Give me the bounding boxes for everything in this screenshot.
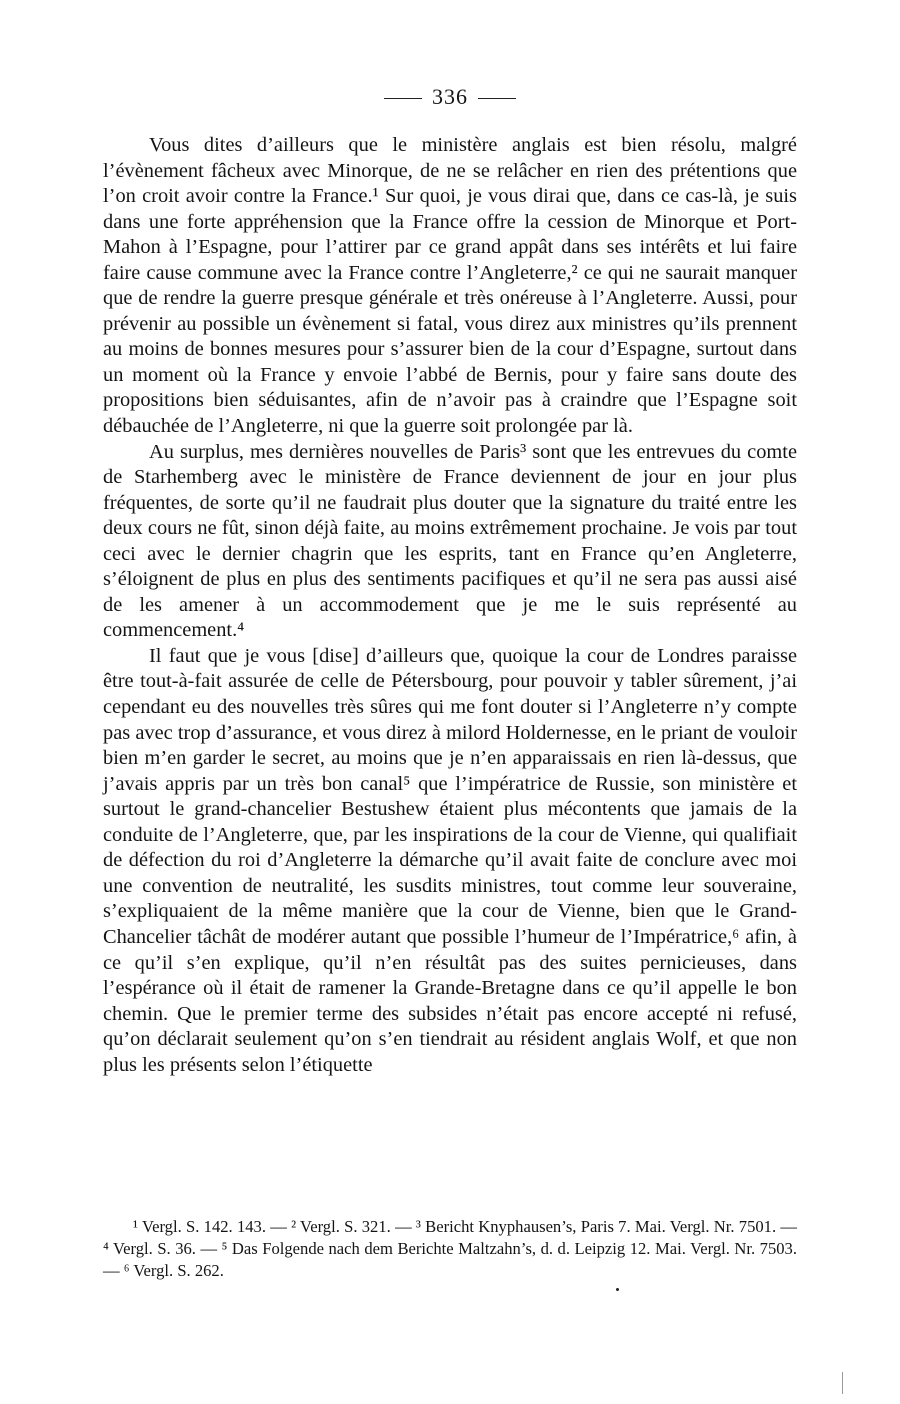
footnote-text: ¹ Vergl. S. 142. 143. — ² Vergl. S. 321. — ³ Bericht Knyphausen’s, Paris 7. Mai. Vergl. Nr. 7501. — ⁴ Vergl. S. 36. — ⁵ Das Folgende nach dem Berichte Maltzahn’s, d. d. Leipzig 12. Mai. Vergl. Nr. 7503. — ⁶ Vergl. S. 262. xyxy=(103,1217,797,1280)
paragraph-3: Il faut que je vous [dise] d’ailleurs que, quoique la cour de Londres paraisse être tout-à-fait assurée de celle de Pétersbourg, pour pouvoir y tabler sûrement, j’ai cependant eu des nouvelles très sûres qui me font douter si l’Angleterre n’y compte pas avec trop d’assurance, et vous direz à milord Holdernesse, en le priant de vouloir bien m’en garder le secret, au moins que je n’en apparaissais en rien là-dessus, que j’avais appris par un très bon canal⁵ que l’impératrice de Russie, son ministère et surtout le grand-chancelier Bestushew étaient plus mécontents que jamais de la conduite de l’Angleterre, que, par les inspirations de la cour de Vienne, qui qualifiait de défection du roi d’Angleterre la démarche qu’il avait faite de conclure avec moi une convention de neutralité, les susdits ministres, tout comme leur souveraine, s’expliquaient de la même manière que la cour de Vienne, bien que le Grand-Chancelier tâchât de modérer autant que possible l’humeur de l’Impératrice,⁶ afin, à ce qu’il s’en explique, qu’il n’en résultât pas des suites pernicieuses, dans l’espérance où il était de ramener la Grande-Bretagne dans ce qu’il appelle le bon chemin. Que le premier terme des subsides n’était pas encore accepté ni refusé, qu’on déclarait seulement qu’on s’en tiendrait au résident anglais Wolf, et que non plus les présents selon l’étiquette xyxy=(103,644,797,1076)
page-header xyxy=(0,84,900,110)
paragraph-2: Au surplus, mes dernières nouvelles de Paris³ sont que les entrevues du comte de Starhemberg avec le ministère de France deviennent de jour en jour plus fréquentes, de sorte qu’il ne faudrait plus douter que la signature du traité entre les deux cours ne fût, sinon déjà faite, au moins extrêmement prochaine. Je vois par tout ceci avec le dernier chagrin que les esprits, tant en France qu’en Angleterre, s’éloignent de plus en plus des sentiments pacifiques et qu’il ne sera pas aussi aisé de les amener à un accommodement que je me le suis représenté au commencement.⁴ xyxy=(103,440,797,642)
footnotes xyxy=(103,1216,797,1282)
body-text xyxy=(103,133,797,1078)
header-dash-left xyxy=(384,98,422,99)
paragraph-1: Vous dites d’ailleurs que le ministère anglais est bien résolu, malgré l’évènement fâcheux avec Minorque, de ne se relâcher en rien des prétentions que l’on croit avoir contre la France.¹ Sur quoi, je vous dirai que, dans ce cas-là, je suis dans une forte appréhension que la France offre la cession de Minorque et Port-Mahon à l’Espagne, pour l’attirer par ce grand appât dans ses intérêts et lui faire faire cause commune avec la France contre l’Angleterre,² ce qui ne saurait manquer que de rendre la guerre presque générale et très onéreuse à l’Angleterre. Aussi, pour prévenir au possible un évènement si fatal, vous direz aux ministres qu’ils prennent au moins de bonnes mesures pour s’assurer bien de la cour d’Espagne, surtout dans un moment où la France y envoie l’abbé de Bernis, pour y faire sans doute des propositions bien séduisantes, afin de n’avoir pas à craindre que l’Espagne soit débauchée de l’Angleterre, ni que la guerre soit prolongée par là. xyxy=(103,134,797,438)
page-number: 336 xyxy=(432,84,468,109)
margin-line xyxy=(842,1372,843,1394)
header-dash-right xyxy=(478,98,516,99)
print-mark xyxy=(616,1288,619,1291)
